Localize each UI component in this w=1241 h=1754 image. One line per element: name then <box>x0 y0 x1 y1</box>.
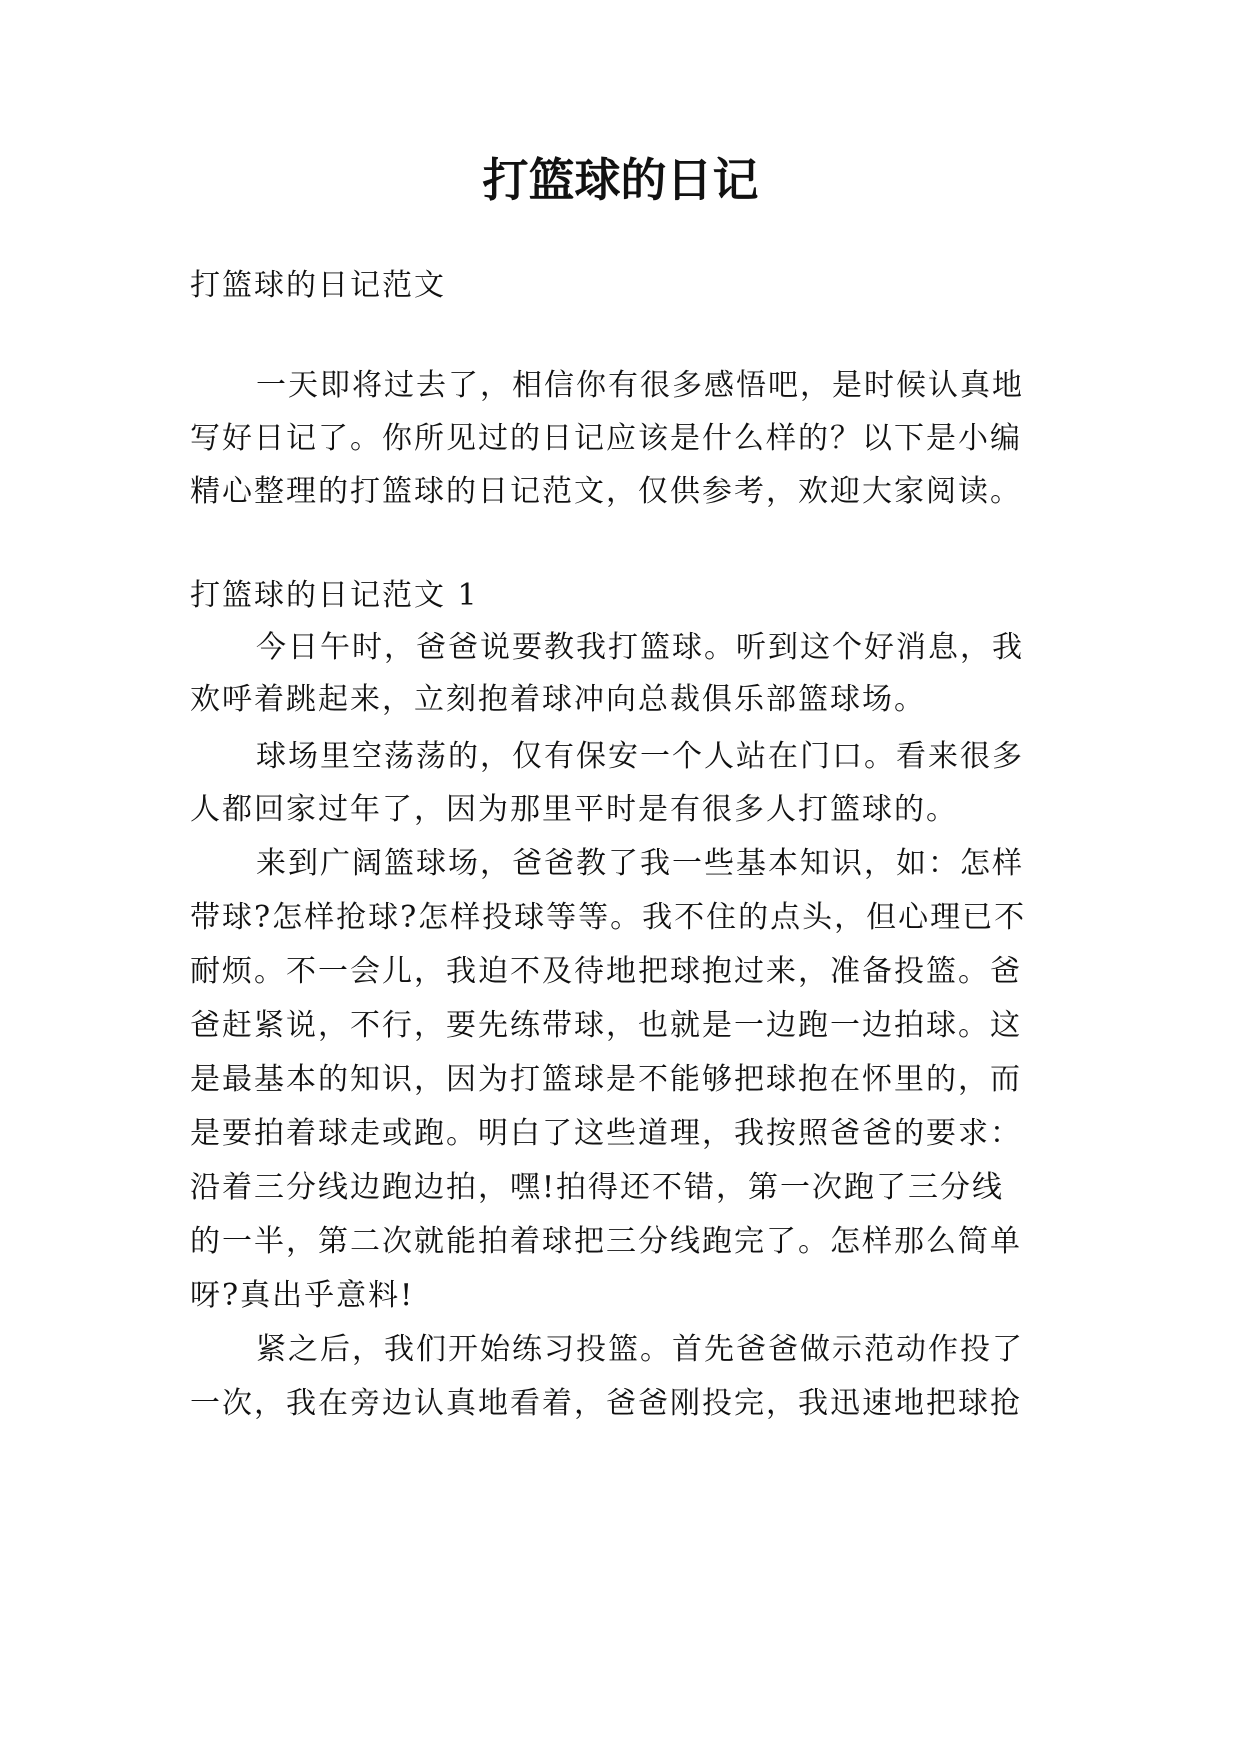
subtitle: 打篮球的日记范文 <box>190 268 446 303</box>
body-line: 的一半，第二次就能拍着球把三分线跑完了。怎样那么简单 <box>190 1224 1022 1259</box>
body-line: 爸赶紧说，不行，要先练带球，也就是一边跑一边拍球。这 <box>190 1008 1022 1043</box>
body-line: 人都回家过年了，因为那里平时是有很多人打篮球的。 <box>190 792 958 827</box>
body-line: 欢呼着跳起来，立刻抱着球冲向总裁俱乐部篮球场。 <box>190 682 926 717</box>
body-line: 球场里空荡荡的，仅有保安一个人站在门口。看来很多 <box>256 739 1024 774</box>
intro-line: 精心整理的打篮球的日记范文，仅供参考，欢迎大家阅读。 <box>190 474 1022 509</box>
body-line: 沿着三分线边跑边拍，嘿!拍得还不错，第一次跑了三分线 <box>190 1170 1005 1205</box>
section-heading: 打篮球的日记范文 1 <box>190 578 479 613</box>
document-title: 打篮球的日记 <box>482 153 759 207</box>
body-line: 今日午时，爸爸说要教我打篮球。听到这个好消息，我 <box>256 630 1024 665</box>
intro-line: 写好日记了。你所见过的日记应该是什么样的？以下是小编 <box>190 421 1022 456</box>
body-line: 耐烦。不一会儿，我迫不及待地把球抱过来，准备投篮。爸 <box>190 954 1022 989</box>
body-line: 来到广阔篮球场，爸爸教了我一些基本知识，如：怎样 <box>256 846 1024 881</box>
body-line: 是要拍着球走或跑。明白了这些道理，我按照爸爸的要求： <box>190 1116 1022 1151</box>
body-line: 紧之后，我们开始练习投篮。首先爸爸做示范动作投了 <box>256 1332 1024 1367</box>
body-line: 一次，我在旁边认真地看着，爸爸刚投完，我迅速地把球抢 <box>190 1386 1022 1421</box>
body-line: 带球?怎样抢球?怎样投球等等。我不住的点头，但心理已不 <box>190 900 1027 935</box>
body-line: 是最基本的知识，因为打篮球是不能够把球抱在怀里的，而 <box>190 1062 1022 1097</box>
intro-line: 一天即将过去了，相信你有很多感悟吧，是时候认真地 <box>256 368 1024 403</box>
body-line: 呀?真出乎意料! <box>190 1278 415 1313</box>
